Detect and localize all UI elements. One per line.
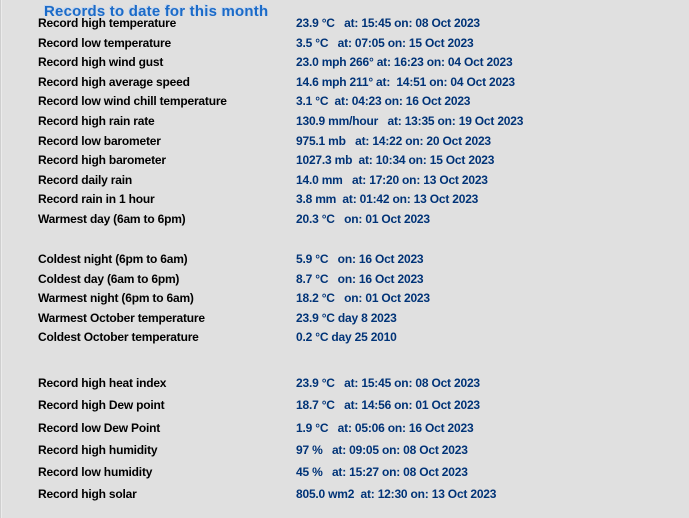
record-row xyxy=(0,311,689,325)
record-row xyxy=(0,487,689,501)
record-row xyxy=(0,252,689,266)
record-label: Warmest day (6am to 6pm) xyxy=(38,212,186,226)
record-value: 3.8 mm at: 01:42 on: 13 Oct 2023 xyxy=(296,192,479,206)
record-value: 20.3 °C on: 01 Oct 2023 xyxy=(296,212,430,226)
record-value: 0.2 °C day 25 2010 xyxy=(296,330,397,344)
record-label: Warmest night (6pm to 6am) xyxy=(38,291,194,305)
record-row xyxy=(0,272,689,286)
record-value: 23.9 °C day 8 2023 xyxy=(296,311,397,325)
record-value: 3.5 °C at: 07:05 on: 15 Oct 2023 xyxy=(296,36,474,50)
record-value: 18.2 °C on: 01 Oct 2023 xyxy=(296,291,430,305)
record-label: Coldest October temperature xyxy=(38,330,199,344)
record-row xyxy=(0,443,689,457)
record-label: Warmest October temperature xyxy=(38,311,205,325)
record-label: Record high wind gust xyxy=(38,55,164,69)
record-label: Record high barometer xyxy=(38,153,166,167)
record-row xyxy=(0,173,689,187)
record-row xyxy=(0,75,689,89)
record-row xyxy=(0,134,689,148)
record-label: Record rain in 1 hour xyxy=(38,192,155,206)
record-value: 5.9 °C on: 16 Oct 2023 xyxy=(296,252,424,266)
record-value: 805.0 wm2 at: 12:30 on: 13 Oct 2023 xyxy=(296,487,497,501)
record-label: Record high average speed xyxy=(38,75,190,89)
record-row xyxy=(0,36,689,50)
record-label: Record low humidity xyxy=(38,465,153,479)
record-label: Coldest day (6am to 6pm) xyxy=(38,272,180,286)
record-row xyxy=(0,114,689,128)
record-value: 23.0 mph 266° at: 16:23 on: 04 Oct 2023 xyxy=(296,55,513,69)
record-row xyxy=(0,16,689,30)
record-label: Record high rain rate xyxy=(38,114,155,128)
record-value: 45 % at: 15:27 on: 08 Oct 2023 xyxy=(296,465,468,479)
record-row xyxy=(0,398,689,412)
record-row xyxy=(0,192,689,206)
record-label: Record high humidity xyxy=(38,443,158,457)
record-row xyxy=(0,212,689,226)
record-value: 8.7 °C on: 16 Oct 2023 xyxy=(296,272,424,286)
record-label: Record high Dew point xyxy=(38,398,165,412)
record-value: 14.0 mm at: 17:20 on: 13 Oct 2023 xyxy=(296,173,488,187)
record-value: 975.1 mb at: 14:22 on: 20 Oct 2023 xyxy=(296,134,491,148)
record-row xyxy=(0,376,689,390)
record-label: Coldest night (6pm to 6am) xyxy=(38,252,188,266)
record-label: Record high temperature xyxy=(38,16,177,30)
record-value: 130.9 mm/hour at: 13:35 on: 19 Oct 2023 xyxy=(296,114,524,128)
record-row xyxy=(0,153,689,167)
record-row xyxy=(0,55,689,69)
record-value: 97 % at: 09:05 on: 08 Oct 2023 xyxy=(296,443,468,457)
page-title: Records to date for this month xyxy=(44,3,269,20)
record-value: 18.7 °C at: 14:56 on: 01 Oct 2023 xyxy=(296,398,480,412)
record-value: 1.9 °C at: 05:06 on: 16 Oct 2023 xyxy=(296,421,474,435)
record-value: 1027.3 mb at: 10:34 on: 15 Oct 2023 xyxy=(296,153,495,167)
record-label: Record high solar xyxy=(38,487,137,501)
record-row xyxy=(0,291,689,305)
record-label: Record low temperature xyxy=(38,36,171,50)
record-label: Record daily rain xyxy=(38,173,132,187)
record-label: Record low Dew Point xyxy=(38,421,161,435)
record-row xyxy=(0,94,689,108)
record-value: 23.9 °C at: 15:45 on: 08 Oct 2023 xyxy=(296,376,480,390)
record-label: Record low wind chill temperature xyxy=(38,94,227,108)
record-value: 23.9 °C at: 15:45 on: 08 Oct 2023 xyxy=(296,16,480,30)
record-label: Record low barometer xyxy=(38,134,161,148)
record-row xyxy=(0,465,689,479)
record-value: 3.1 °C at: 04:23 on: 16 Oct 2023 xyxy=(296,94,471,108)
record-row xyxy=(0,421,689,435)
record-row xyxy=(0,330,689,344)
record-value: 14.6 mph 211° at: 14:51 on: 04 Oct 2023 xyxy=(296,75,515,89)
record-label: Record high heat index xyxy=(38,376,167,390)
